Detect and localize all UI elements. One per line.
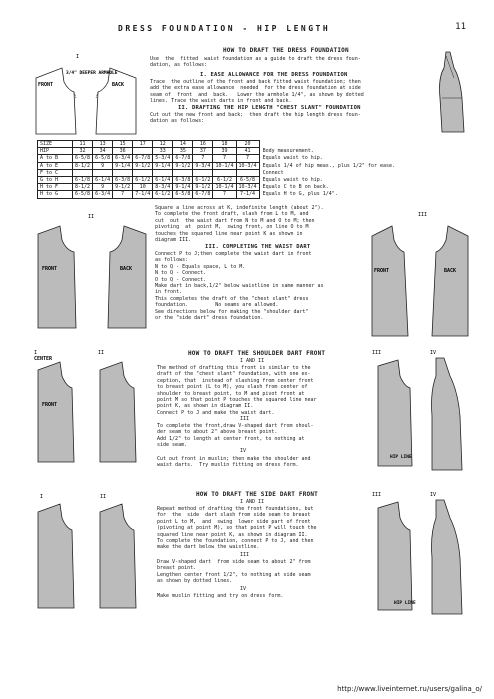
page-number: 11: [455, 22, 466, 32]
fig4-center-label: CENTER: [34, 356, 53, 362]
figure-5-diagram: [370, 346, 474, 476]
size-table-note: Connect: [262, 169, 284, 176]
section3-step-iii: III: [240, 416, 250, 422]
size-table-cell: 9-1/4: [153, 162, 173, 169]
size-table-cell: 6-1/2: [133, 176, 153, 183]
size-table-note: Equals waist to hip.: [262, 155, 323, 162]
section3-title: HOW TO DRAFT THE SHOULDER DART FRONT: [188, 350, 326, 357]
fig3-front-label: FRONT: [374, 268, 390, 274]
figure-2-diagram: [34, 210, 150, 342]
size-table-cell: 9-1/4: [113, 162, 133, 169]
size-table-cell: 7: [236, 155, 259, 162]
size-table-cell: 6-5/8: [73, 155, 93, 162]
size-table-cell: 32: [73, 148, 93, 155]
size-table-cell: 16: [193, 141, 213, 148]
size-table-cell: 7: [193, 155, 213, 162]
section4-step-iii: III: [240, 552, 250, 558]
size-table-cell: 6-1/2: [213, 176, 236, 183]
size-table-cell: 10-1/4: [213, 162, 236, 169]
size-table-cell: H to F: [38, 184, 73, 191]
size-table-cell: 6-5/8: [173, 191, 193, 198]
size-table-row: [38, 176, 398, 183]
step1-text: Trace the outline of the front and back fitted waist foundation; then add the extra ease allowance needed for the dress foundation at side seam of front and back. Lower the armhole 1/4", as shown by dotted lines. Trace the waist darts in front and back.: [150, 79, 364, 105]
size-table-cell: [133, 169, 153, 176]
fig3-back-label: BACK: [444, 268, 457, 274]
size-table-cell: 8-1/2: [73, 184, 93, 191]
size-table-cell: 9-1/2: [173, 162, 193, 169]
size-table-row: [38, 155, 398, 162]
figure-1-diagram: [28, 50, 146, 138]
size-table-cell: 9-1/4: [173, 184, 193, 191]
size-table-cell: 6-7/8: [133, 155, 153, 162]
section3-text-b: To complete the front,draw V-shaped dart from shoul- der seam to about 2" above breast point. Add 1/2" to length at center front, to nothing at side seam.: [157, 423, 314, 449]
size-table-note: Equals H to G, plus 1/4".: [262, 191, 338, 198]
fig1-back-label: BACK: [112, 82, 125, 88]
size-table-cell: 10-3/4: [236, 162, 259, 169]
section3-text-a: The method of drafting this front is similar to the draft of the "chest slant" foundation, with one ex- ception, that instead of slashing from center front to breast point (L to M), you slash from center of shoulder to breast point, to M and pivot front at point M so that point P touches the squared line near point K, as shown in diagram II. Connect P to J and make the waist dart.: [157, 365, 317, 416]
size-table-row: [38, 162, 398, 169]
size-table-cell: 6-5/8: [73, 191, 93, 198]
step2-title: II. DRAFTING THE HIP LENGTH "CHEST SLANT" FOUNDATION: [178, 105, 361, 111]
size-table-cell: 10-3/4: [236, 184, 259, 191]
size-table-cell: F to C: [38, 169, 73, 176]
section4-title: HOW TO DRAFT THE SIDE DART FRONT: [196, 491, 318, 498]
size-table-cell: 35: [173, 148, 193, 155]
step1-title: I. EASE ALLOWANCE FOR THE DRESS FOUNDATION: [200, 72, 348, 78]
size-table-cell: 37: [193, 148, 213, 155]
size-table-cell: 9-1/2: [133, 162, 153, 169]
size-table-cell: 10-1/4: [213, 184, 236, 191]
size-table-cell: HIP: [38, 148, 73, 155]
size-table-cell: [73, 169, 93, 176]
size-table-cell: 6-3/4: [113, 155, 133, 162]
size-table-cell: 6-7/8: [173, 155, 193, 162]
fig1-armhole-label: 3/4" DEEPER ARMHOLE: [66, 71, 118, 76]
size-table-cell: 7-1/4: [236, 191, 259, 198]
size-table-cell: 9: [93, 162, 113, 169]
fig5-label2: IV: [430, 350, 437, 356]
size-table-cell: [133, 148, 153, 155]
figure-4-diagram: [30, 346, 155, 470]
fig7-hip-label: HIP LINE: [394, 601, 416, 606]
section2-text-a: Square a line across at K, indefinite length (about 2"). To complete the front draft, slash from L to M, and cut out the waist dart from N to M and O to M; then pivoting at point M, swing front, on line O to M touches the squared line near point K as shown in diagram III.: [155, 205, 324, 244]
size-table-cell: 15: [113, 141, 133, 148]
section4-text-c: Make muslin fitting and try on dress form.: [157, 593, 284, 599]
size-table-cell: SIZE: [38, 141, 73, 148]
size-table-cell: 36: [113, 148, 133, 155]
footer-url: http://www.liveinternet.ru/users/galina_o/: [337, 685, 482, 693]
size-table-cell: [173, 169, 193, 176]
dress-form-figure-top: [430, 48, 470, 134]
size-table-cell: 6-7/8: [193, 191, 213, 198]
fig6-label2: II: [100, 494, 107, 500]
section1-title: HOW TO DRAFT THE DRESS FOUNDATION: [223, 47, 349, 54]
section4-text-b: Draw V-shaped dart from side seam to about 2" from breast point. Lengthen center front 1/2", to nothing at side seam as shown by dotted lines.: [157, 559, 311, 585]
size-table-cell: 7: [213, 155, 236, 162]
fig3-label: III: [418, 212, 428, 218]
size-table-cell: G to H: [38, 176, 73, 183]
figure-6-diagram: [30, 490, 155, 616]
size-table-cell: 13: [93, 141, 113, 148]
size-table-cell: 6-5/8: [236, 176, 259, 183]
size-table-cell: 7-1/4: [133, 191, 153, 198]
size-table-cell: 18: [213, 141, 236, 148]
fig7-label2: IV: [430, 492, 437, 498]
page-header: DRESS FOUNDATION - HIP LENGTH: [118, 24, 331, 33]
size-table-row: [38, 184, 398, 191]
section4-text-a: Repeat method of drafting the front foundations, but for the side dart slash from side seam to breast point L to M, and swing lower side part of front (pivoting at point M), so that point P will touch the squared line near point K, as shown in diagram II. To complete the foundation, connect P to J, and then make the dart below the waistline.: [157, 506, 317, 551]
size-table-row: [38, 148, 398, 155]
fig2-front-label: FRONT: [42, 266, 58, 272]
size-table-cell: 6-5/8: [93, 155, 113, 162]
size-table-cell: 6-1/2: [153, 191, 173, 198]
size-table-cell: 8-1/2: [73, 162, 93, 169]
fig6-label: I: [40, 494, 44, 500]
size-table-note: Equals 1/4 of hip meas., plus 1/2" for ease.: [262, 162, 396, 169]
size-table-cell: [193, 169, 213, 176]
size-table-cell: 9-3/4: [193, 162, 213, 169]
size-table-cell: 20: [236, 141, 259, 148]
size-table-row: [38, 169, 398, 176]
section3-text-c: Cut out front in muslin; then make the shoulder and waist darts. Try muslin fitting on dress form.: [157, 456, 311, 469]
size-table-cell: [113, 169, 133, 176]
size-table-cell: [236, 169, 259, 176]
size-table-cell: A to E: [38, 162, 73, 169]
size-table-cell: 9: [93, 184, 113, 191]
size-table-row: [38, 191, 398, 198]
size-table-cell: 6-1/2: [193, 176, 213, 183]
fig2-label: II: [88, 214, 95, 220]
size-table-cell: 6-3/4: [93, 191, 113, 198]
size-table-cell: 7: [213, 191, 236, 198]
section2-text-b: Connect P to J;then complete the waist dart in front as follows: N to Q - Equals space, L to M. N to Q - Connect. O to Q - Connect. Make dart in back,1/2" below waistline in same manner as in front. This completes the draft of the "chest slant" dress foundation. No seams are allowed. See directions below for making the "shoulder dart" or the "side dart" dress foundation.: [155, 251, 324, 322]
size-table-cell: 17: [133, 141, 153, 148]
size-table-cell: 8-3/4: [153, 184, 173, 191]
fig2-back-label: BACK: [120, 266, 133, 272]
size-table-cell: [93, 169, 113, 176]
figure-3-diagram: [368, 208, 472, 344]
size-table-cell: 6-3/8: [173, 176, 193, 183]
fig4-front-label: FRONT: [42, 402, 58, 408]
fig5-label: III: [372, 350, 382, 356]
size-table-cell: 6-1/4: [93, 176, 113, 183]
fig7-label: III: [372, 492, 382, 498]
section3-step-i: I AND II: [240, 358, 265, 364]
section4-step-iv: IV: [240, 586, 247, 592]
size-table-cell: 34: [93, 148, 113, 155]
size-table-cell: 33: [153, 148, 173, 155]
step3-title: III. COMPLETING THE WAIST DART: [205, 244, 311, 250]
size-table-cell: 6-1/8: [73, 176, 93, 183]
size-table-cell: 39: [213, 148, 236, 155]
size-table-cell: [153, 169, 173, 176]
size-table-cell: 11: [73, 141, 93, 148]
size-table-cell: 7: [113, 191, 133, 198]
size-table-cell: [213, 169, 236, 176]
size-table-note: Equals waist to hip.: [262, 177, 323, 184]
size-table-cell: 5-3/4: [153, 155, 173, 162]
size-table-cell: 9-1/2: [193, 184, 213, 191]
fig1-front-label: FRONT: [38, 82, 54, 88]
size-table-note: Body measurement.: [262, 148, 314, 155]
step2-text: Cut out the new front and back; then draft the hip length dress foun- dation as follows:: [150, 112, 361, 125]
size-table-note: Equals C to B on back.: [262, 184, 329, 191]
fig1-label: I: [76, 54, 80, 60]
section4-step-i: I AND II: [240, 499, 265, 505]
size-table-cell: A to B: [38, 155, 73, 162]
size-table-cell: 9-1/2: [113, 184, 133, 191]
size-table: [37, 140, 398, 199]
figure-7-diagram: [370, 488, 474, 620]
size-table-row: [38, 141, 398, 148]
size-table-cell: 6-1/4: [153, 176, 173, 183]
fig4-label2: II: [98, 350, 105, 356]
fig4-label: I: [34, 350, 38, 356]
size-table-cell: 14: [173, 141, 193, 148]
section3-step-iv: IV: [240, 448, 247, 454]
size-table-cell: 10: [133, 184, 153, 191]
size-table-cell: 6-3/8: [113, 176, 133, 183]
size-table-cell: 41: [236, 148, 259, 155]
section1-intro: Use the fitted waist foundation as a guide to draft the dress foun- dation, as follows:: [150, 56, 361, 69]
size-table-cell: H to G: [38, 191, 73, 198]
size-table-cell: 12: [153, 141, 173, 148]
fig5-hip-label: HIP LINE: [390, 455, 412, 460]
